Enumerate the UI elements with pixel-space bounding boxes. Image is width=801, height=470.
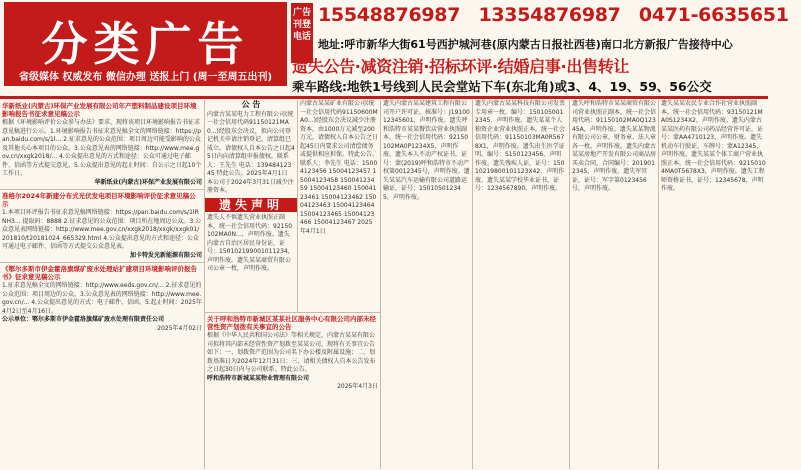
- classified-header: [0, 0, 789, 104]
- office-address: 地址:呼市新华大街61号西护城河巷(原内蒙古日报社西巷)南口北方新报广告接待中心: [318, 38, 733, 51]
- ad-categories: 遗失公告·减资注销·招标环评·结婚启事·出售转让: [292, 57, 630, 76]
- notice-body: 1.征求意见稿全文的网络链接：http://www.eeds.gov.cn/... 2.征求意见的公众范围：项目周边的公众。3.公众意见表的网络链接：http://www.mee.gov.cn/... 4.公众提出意见的方式：电子邮件、信函。5.起止时间：2025年4月2日至4月16日。: [2, 282, 202, 315]
- brand-slogan: 省级媒体 权威发布 微信办理 送报上门 (周一至周五出刊): [18, 72, 273, 83]
- notice-signature: 加卡特发光新能源有限公司: [129, 251, 202, 259]
- bus-route: 乘车路线:地铁1号线到人民会堂站下车(东北角)或3、4、19、59、56公交: [292, 79, 712, 94]
- bottom-notice: [205, 312, 380, 470]
- phone-number: 15548876987: [318, 4, 461, 26]
- notice-body: 内蒙古某某矿业有限公司(统一社会信用代码91150600MA0...)经股东会决议减少注册资本，由1000万元减至200万元，请债权人自本公告之日起45日内要求公司清偿债务或提供相应担保。特此公告。 联系人：李先生 电话：15004123456 15004123457 15004123458 15004123459 15004123460 15004123461 15004123462 15004123463 15004123464 15004123465 15004123466 15004123467 2025年4月1日: [300, 100, 379, 235]
- notice-body: 遗失内蒙古某某建筑工程有限公司开户许可证，核准号：J1910012345601，声明作废。遗失呼和浩特市某某餐饮店营业执照副本，统一社会信用代码：92150102MA0P1234X5，声明作废。遗失本人不动产权证书，证号：蒙(2019)呼和浩特市不动产权第0012345号，声明作废。遗失某某汽车运输有限公司道路运输证，证号：150105012345，声明作废。: [383, 100, 470, 201]
- column-7: [659, 100, 768, 469]
- phone-numbers: [318, 4, 789, 34]
- notice-title: 公 告: [241, 100, 261, 109]
- notice-heading: 关于呼和浩特市新城区某某社区服务中心有限公司内部未经营性资产划拨有关事宜的公告: [207, 315, 376, 331]
- notice-signature: 公示单位：鄂尔多斯市伊金霍洛旗煤矿废水处理有限责任公司: [2, 316, 165, 323]
- column-4: [381, 100, 473, 469]
- column-1: [0, 100, 205, 469]
- notice-date: 2025年4月3日: [337, 383, 378, 390]
- hotline-label: 广告刊登电话: [291, 3, 313, 63]
- phone-number: 0471-6635651: [638, 4, 789, 26]
- brand-title: 分类广告: [41, 17, 250, 71]
- column-6: [570, 100, 659, 469]
- notice-body: 根据《中华人民共和国公司法》等相关规定，内蒙古某某有限公司拟将其内部未经营性资产划拨至某某公司，现将有关事宜公告如下：一、划拨资产范围为公司名下办公楼及附属设施；二、划拨基准日为2024年12月31日；三、请相关债权人自本公告发布之日起30日内与公司联系。特此公告。: [207, 332, 376, 373]
- lost-statement-body: 遗失人不慎遗失营业执照正副本，统一社会信用代码：92150102MA0N...，声明作废。遗失内蒙古自治区居民身份证，证号：150102199001011234，声明作废。遗失某某商贸有限公司公章一枚，声明作废。: [207, 214, 294, 272]
- notice-body: 根据《环境影响评价公众参与办法》要求，现将该项目环境影响报告书征求意见稿进行公示。1.环境影响报告书征求意见稿全文的网络链接：https://pan.baidu.com/s/1l... 2.征求意见的公众范围：项目周边可能受影响的公众及其他关心本项目的公众。3.公众意见表的网络链接：http://www.mee.gov.cn/xxgk2018/... 4.公众提出意见的方式和途径：公众可通过电子邮件、信函等方式提交意见。5.公众提出意见的起止时间：自公示之日起10个工作日。: [2, 119, 202, 177]
- notice-date: 2025年4月02日: [157, 324, 202, 332]
- notice-body: 内蒙古某某电力工程有限公司(统一社会信用代码91150121MA0...)经股东会决议，拟向公司登记机关申请注销登记，清算组已成立。请债权人自本公告之日起45日内向清算组申报债权。联系人：王先生 电话：13948412345 特此公告。2025年4月1日 本公司于2024年3月31日减少注册资本。: [207, 110, 295, 194]
- notice-body: 1.本项目环评报告书征求意见稿网络链接：https://pan.baidu.com/s/1lRNH3... 提取码：8888 2.征求意见的公众范围：项目所在地周边公众。3.公众意见表网络链接：http://www.mee.gov.cn/xxgk2018/xxgk/xxgk01/201810/t20181024_665329.html 4.公众提出意见的方式和途径：公众可通过电子邮件、信函等方式提交公众意见表。: [2, 209, 202, 250]
- notice-body: 遗失呼和浩特市某某商贸有限公司营业执照正副本，统一社会信用代码：91150102MA0Q12345A，声明作废。遗失某某物流有限公司公章、财务章、法人章各一枚，声明作废。遗失内蒙古某某房地产开发有限公司商品房买卖合同，合同编号：2019012345，声明作废。遗失军官证，证号：军字第0123456号，声明作废。: [572, 100, 657, 192]
- brand-block: [4, 2, 287, 86]
- column-5: [473, 100, 570, 469]
- notice-signature: 呼和浩特市新城某某物业管理有限公司: [207, 374, 310, 382]
- header-divider: [0, 96, 768, 99]
- notice-body: 遗失某某农民专业合作社营业执照副本，统一社会信用代码：93150121MA0S1234X2，声明作废。遗失内蒙古某某医药有限公司药品经营许可证，证号：蒙AA4710123，声明作废。遗失机动车行驶证，车牌号：蒙A12345，声明作废。遗失某某个体工商户营业执照正本，统一社会信用代码：92150104MA0T5678X3，声明作废。遗失工程师资格证书，证号：12345678，声明作废。: [661, 100, 766, 192]
- lost-statement-banner: 遗失声明: [205, 198, 297, 213]
- classified-columns: [0, 100, 768, 469]
- notice-heading: 华新纸业(内蒙古)环保产业发展有限公司年产塑料制品建设项目环境影响报告书征求意见稿公示: [2, 102, 197, 118]
- notice-signature: 华新纸业(内蒙古)环保产业发展有限公司: [94, 178, 202, 186]
- notice-body: 遗失内蒙古某某科技有限公司发票专用章一枚，编号：1501050012345，声明作废。遗失某某个人独资企业营业执照正本，统一社会信用代码：91150103MA0R5678X1，声明作废。遗失出生医学证明，编号：S150123456，声明作废。遗失残疾人证，证号：15010219800101123X42，声明作废。遗失某某学校毕业证书，证号：1234567890，声明作废。: [475, 100, 566, 192]
- notice-heading: 《鄂尔多斯市伊金霍洛旗煤矿废水处理站扩建项目环境影响评价报告书》征求意见稿公示: [2, 265, 197, 281]
- phone-number: 13354876987: [478, 4, 621, 26]
- notice-heading: 准格尔2024年新建分布式光伏发电项目环境影响评价征求意见稿公示: [2, 192, 196, 208]
